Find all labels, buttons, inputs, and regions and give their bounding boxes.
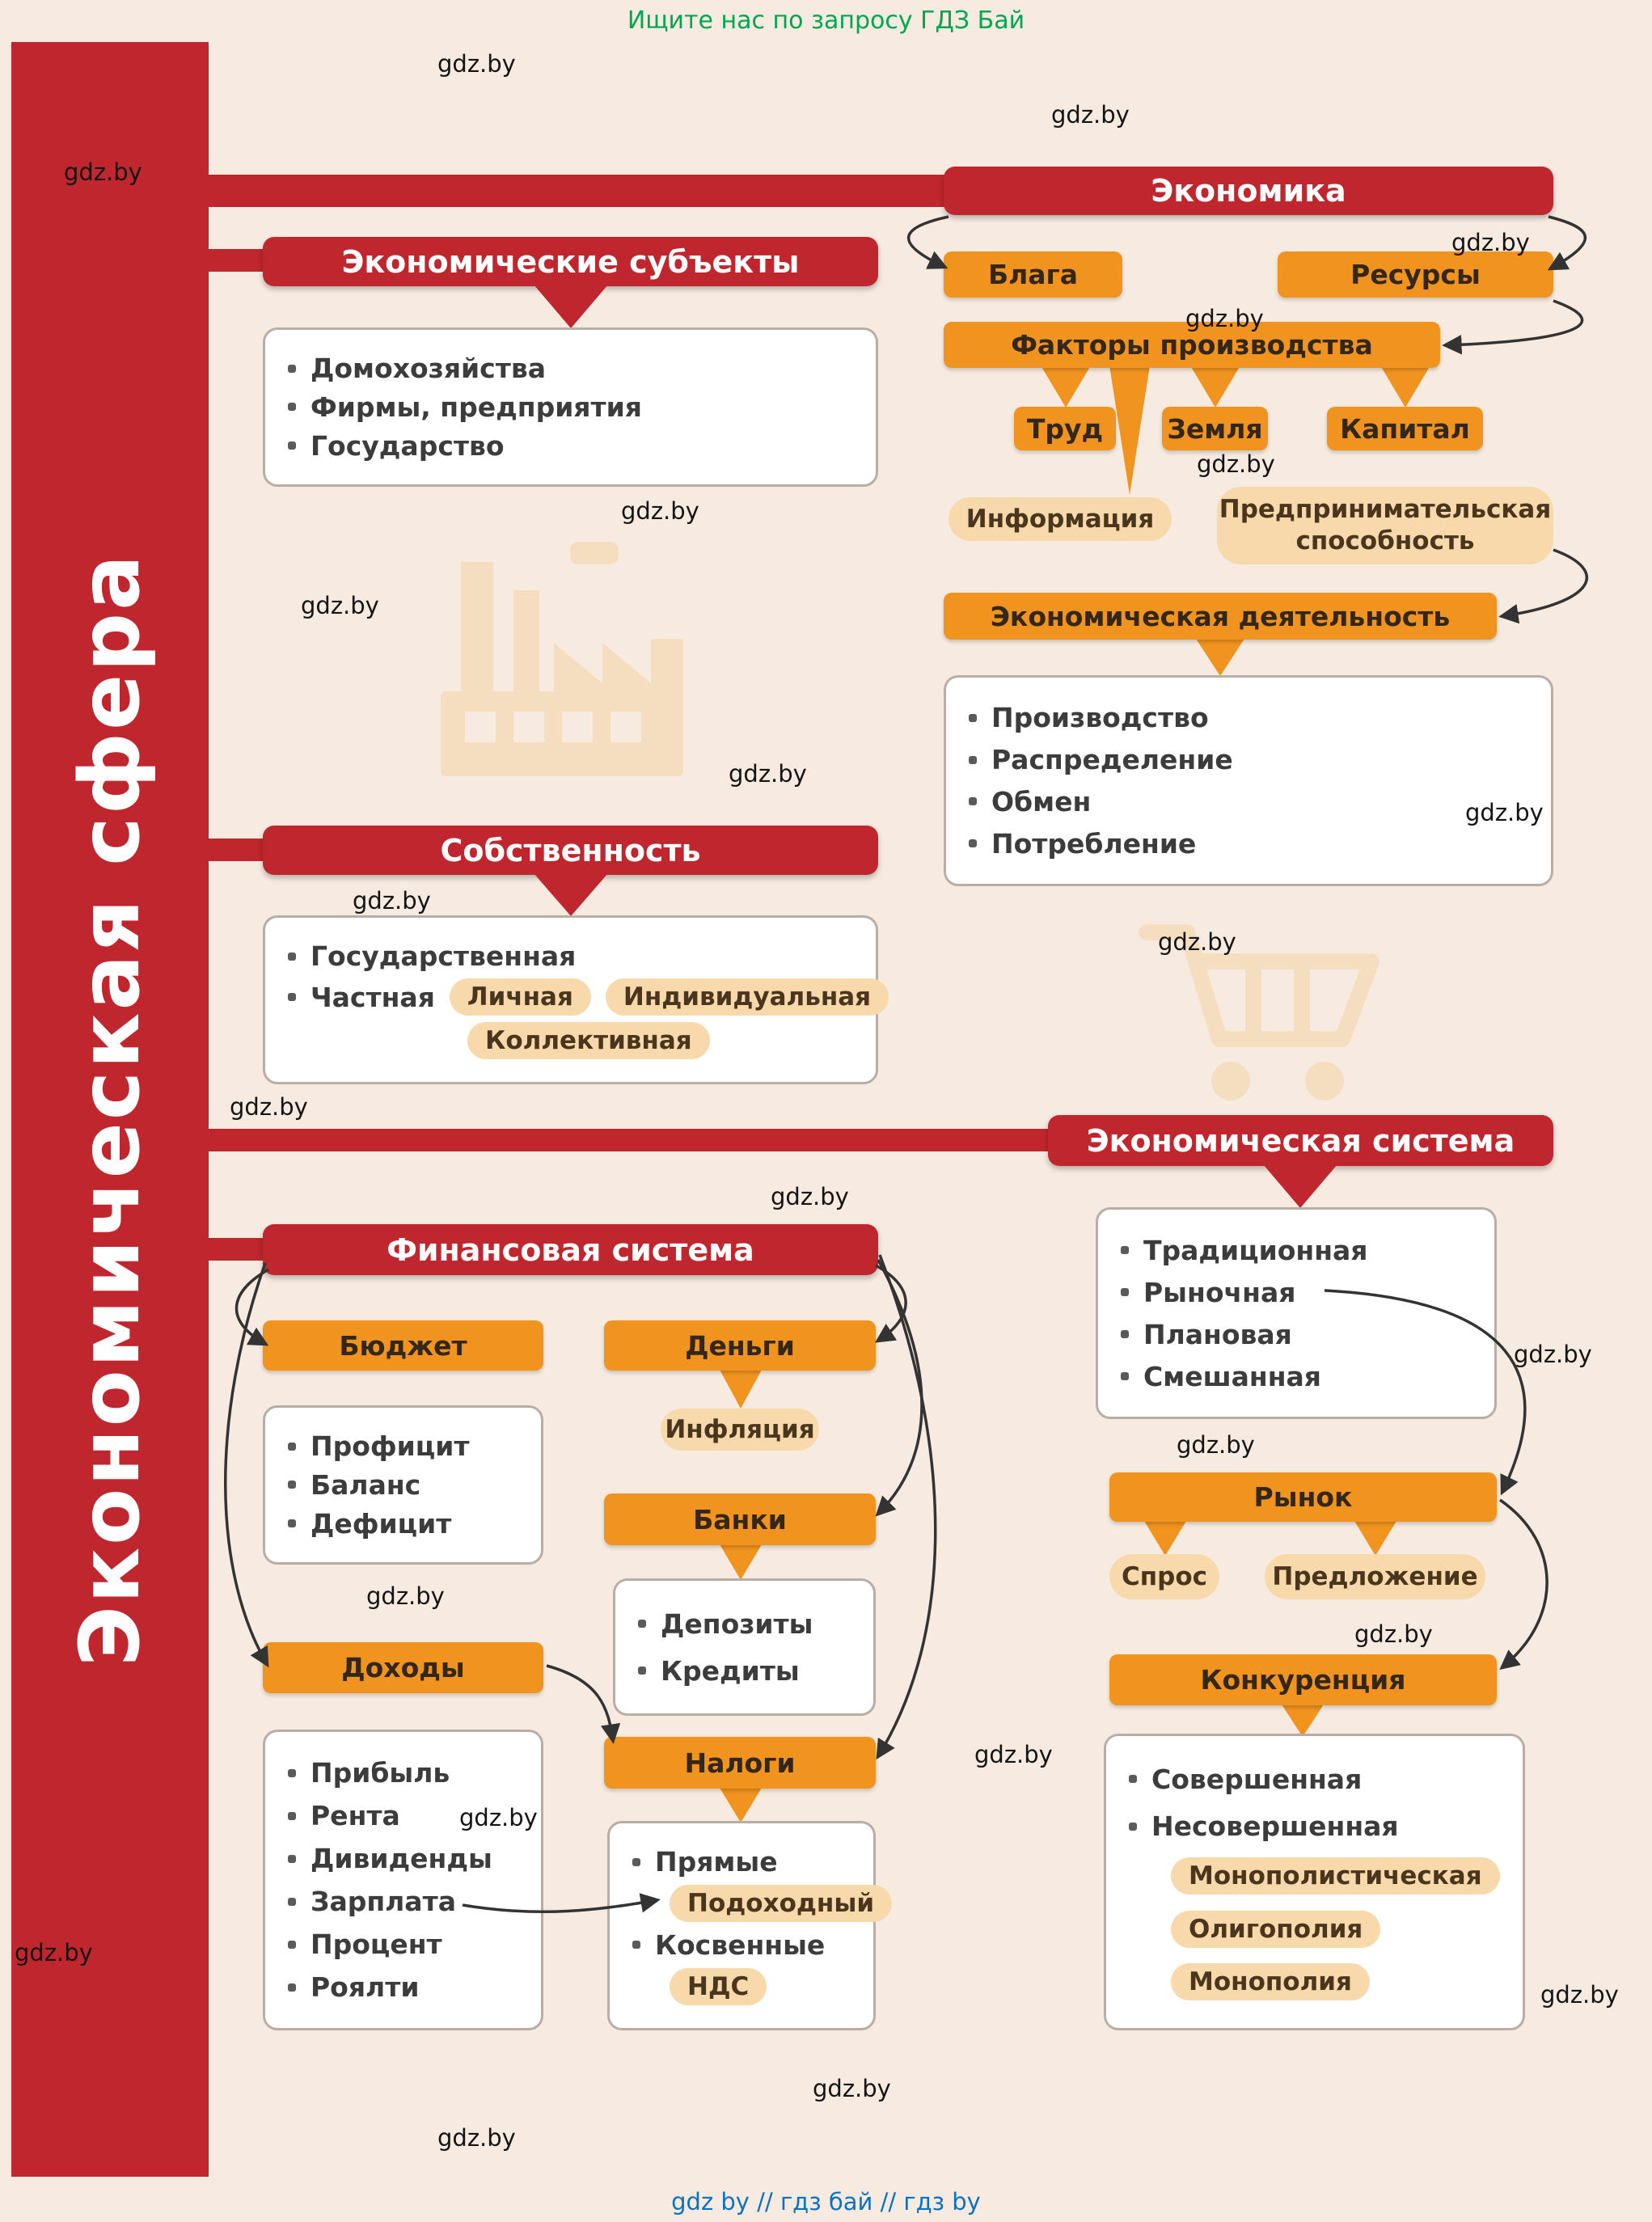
- watermark: gdz.by: [15, 1939, 93, 1966]
- bullet-icon: [1129, 1775, 1137, 1783]
- node-economy: Экономика: [944, 167, 1553, 215]
- bullet-icon: [1121, 1246, 1129, 1254]
- budget-list: [263, 1405, 543, 1565]
- list-item-label: Рыночная: [1143, 1276, 1296, 1308]
- bullet-icon: [638, 1666, 646, 1675]
- watermark: gdz.by: [1197, 450, 1275, 478]
- list-item-label: Прибыль: [311, 1757, 450, 1789]
- list-item: [288, 353, 853, 384]
- sidebar-title: Экономическая сфера: [61, 552, 158, 1666]
- node-market: Рынок: [1109, 1472, 1497, 1522]
- watermark: gdz.by: [1540, 1981, 1619, 2009]
- wedge-demand: [1144, 1521, 1186, 1556]
- pill-entrepreneurship: Предпринимательская способность: [1217, 487, 1553, 564]
- bullet-icon: [288, 1941, 296, 1949]
- list-item: [288, 1757, 518, 1789]
- subjects-list: [263, 327, 878, 487]
- connector-subjects: [202, 249, 271, 272]
- list-item: [1129, 1764, 1500, 1795]
- bullet-icon: [288, 1812, 296, 1820]
- wedge-capital: [1380, 365, 1430, 408]
- system-list: [1096, 1207, 1497, 1419]
- list-item: [638, 1655, 851, 1687]
- watermark: gdz.by: [301, 592, 379, 619]
- node-resources: Ресурсы: [1278, 251, 1553, 298]
- top-banner: Ищите нас по запросу ГДЗ Бай: [627, 6, 1025, 35]
- node-money: Деньги: [604, 1320, 876, 1371]
- list-item: [632, 1929, 851, 1961]
- list-item: [288, 940, 853, 972]
- watermark: gdz.by: [1185, 305, 1264, 332]
- taxes-list: [607, 1821, 876, 2030]
- watermark: gdz.by: [771, 1183, 849, 1210]
- watermark: gdz.by: [1051, 101, 1130, 129]
- watermark: gdz.by: [1451, 229, 1530, 256]
- node-capital: Капитал: [1327, 407, 1483, 450]
- node-competition: Конкуренция: [1109, 1654, 1497, 1705]
- list-item: [969, 786, 1528, 817]
- watermark: gdz.by: [437, 2124, 516, 2152]
- list-item: [288, 391, 853, 423]
- bullet-icon: [288, 1983, 296, 1992]
- list-item: [969, 744, 1528, 775]
- list-item: [969, 828, 1528, 860]
- connector-property: [202, 839, 271, 861]
- list-item: [1129, 1810, 1500, 1842]
- list-item-label: Государство: [311, 429, 505, 462]
- node-economic-subjects: Экономические субъекты: [263, 237, 878, 286]
- bullet-icon: [969, 756, 977, 764]
- list-item: [288, 1469, 518, 1501]
- list-item: [1129, 1911, 1500, 1948]
- pill-inflation: Инфляция: [661, 1409, 819, 1451]
- node-land: Земля: [1162, 407, 1268, 450]
- node-goods: Блага: [944, 251, 1122, 298]
- bullet-icon: [1121, 1330, 1129, 1338]
- wedge-land: [1190, 365, 1240, 408]
- list-item: [288, 1508, 518, 1540]
- property-list: [263, 915, 878, 1084]
- node-taxes: Налоги: [604, 1737, 876, 1789]
- pill-vat: НДС: [670, 1968, 767, 2005]
- node-financial-system: Финансовая система: [263, 1224, 878, 1275]
- pill-personal: Личная: [450, 978, 591, 1016]
- watermark: gdz.by: [459, 1804, 538, 1831]
- list-item: [1121, 1319, 1472, 1350]
- list-item-label: Кредиты: [661, 1654, 800, 1687]
- bullet-icon: [288, 1769, 296, 1777]
- bullet-icon: [638, 1620, 646, 1628]
- list-item-label: Дивиденды: [311, 1843, 492, 1874]
- node-economic-system: Экономическая система: [1048, 1115, 1553, 1166]
- bullet-icon: [288, 993, 296, 1001]
- bullet-icon: [1121, 1288, 1129, 1296]
- pill-information: Информация: [949, 497, 1172, 541]
- watermark: gdz.by: [437, 50, 516, 78]
- list-item-label: Профицит: [311, 1430, 470, 1463]
- node-economic-activity: Экономическая деятельность: [944, 593, 1497, 640]
- list-item-label: Производство: [991, 702, 1209, 734]
- wedge-subjects: [534, 285, 608, 328]
- wedge-competition: [1282, 1705, 1324, 1737]
- list-item-label: Депозиты: [661, 1607, 813, 1640]
- list-item-label: Традиционная: [1143, 1234, 1368, 1266]
- watermark: gdz.by: [64, 158, 142, 186]
- bullet-icon: [288, 403, 296, 411]
- competition-list: [1104, 1734, 1525, 2030]
- activity-list: [944, 675, 1553, 886]
- list-item: [288, 978, 872, 1016]
- watermark: gdz.by: [729, 760, 807, 788]
- pill-income-tax: Подоходный: [670, 1885, 892, 1922]
- bottom-banner: gdz by // гдз бай // гдз by: [671, 2188, 981, 2216]
- node-budget: Бюджет: [263, 1320, 543, 1371]
- list-item-label: Домохозяйства: [311, 353, 546, 385]
- list-item-label: Распределение: [991, 744, 1233, 776]
- wedge-inflation: [720, 1370, 762, 1409]
- banks-list: [613, 1578, 876, 1716]
- node-banks: Банки: [604, 1493, 876, 1545]
- wedge-system: [1263, 1164, 1337, 1208]
- bullet-icon: [632, 1858, 640, 1866]
- list-item-label: Потребление: [991, 827, 1197, 860]
- bullet-icon: [632, 1941, 640, 1949]
- pill-collective: Коллективная: [467, 1022, 710, 1059]
- watermark: gdz.by: [1465, 799, 1544, 826]
- connector-economy: [202, 175, 950, 207]
- bullet-icon: [288, 1898, 296, 1906]
- wedge-taxes: [720, 1788, 762, 1823]
- list-item-label: Плановая: [1143, 1318, 1292, 1350]
- list-item-label: Частная: [311, 981, 435, 1013]
- wedge-banks: [720, 1544, 762, 1580]
- list-item: [288, 1430, 518, 1462]
- bullet-icon: [288, 365, 296, 373]
- node-production-factors: Факторы производства: [944, 322, 1440, 368]
- watermark: gdz.by: [366, 1582, 445, 1610]
- watermark: gdz.by: [1354, 1620, 1433, 1648]
- bullet-icon: [288, 1855, 296, 1863]
- list-item: [288, 1886, 518, 1917]
- watermark: gdz.by: [621, 497, 699, 525]
- node-income: Доходы: [263, 1642, 543, 1693]
- list-item: [288, 1971, 518, 2003]
- watermark: gdz.by: [1514, 1341, 1592, 1368]
- list-item-label: Государственная: [311, 940, 577, 972]
- factory-icon: [420, 534, 708, 796]
- list-item-label: Совершенная: [1151, 1763, 1363, 1795]
- connector-system: [202, 1129, 1055, 1151]
- bullet-icon: [288, 953, 296, 961]
- list-item: [1121, 1361, 1472, 1392]
- wedge-labor: [1041, 365, 1091, 408]
- list-item-label: Процент: [311, 1928, 442, 1960]
- connector-finance: [202, 1238, 271, 1261]
- pill-individual: Индивидуальная: [606, 978, 889, 1016]
- watermark: gdz.by: [813, 2075, 891, 2102]
- watermark: gdz.by: [230, 1093, 308, 1121]
- list-item-label: Роялти: [311, 1971, 420, 2003]
- list-item-label: Косвенные: [655, 1928, 826, 1961]
- income-list: [263, 1730, 543, 2030]
- list-item-label: Фирмы, предприятия: [311, 391, 642, 423]
- bullet-icon: [288, 1519, 296, 1527]
- list-item: [632, 1968, 851, 2005]
- list-item: [1129, 1857, 1500, 1895]
- list-item-label: Баланс: [311, 1468, 421, 1501]
- list-item-label: Дефицит: [311, 1507, 452, 1540]
- node-labor: Труд: [1014, 407, 1116, 450]
- bullet-icon: [969, 839, 977, 847]
- list-item: [632, 1885, 875, 1922]
- list-item: [1121, 1277, 1472, 1308]
- list-item: [1129, 1963, 1500, 2000]
- wedge-supply: [1354, 1521, 1396, 1556]
- bullet-icon: [288, 441, 296, 450]
- pill-demand: Спрос: [1109, 1554, 1219, 1599]
- bullet-icon: [969, 797, 977, 805]
- sidebar: [11, 42, 209, 2177]
- wedge-activity: [1196, 639, 1244, 676]
- list-item: [969, 702, 1528, 733]
- bullet-icon: [288, 1443, 296, 1451]
- bullet-icon: [1129, 1823, 1137, 1831]
- list-item-label: Смешанная: [1143, 1360, 1321, 1392]
- pill-monopoly: Монополия: [1171, 1963, 1370, 2000]
- pill-monopolistic: Монополистическая: [1171, 1857, 1500, 1895]
- list-item: [288, 1928, 518, 1960]
- list-item-label: Прямые: [655, 1846, 778, 1878]
- watermark: gdz.by: [1158, 928, 1236, 956]
- list-item: [1121, 1235, 1472, 1266]
- pill-oligopoly: Олигополия: [1171, 1911, 1380, 1948]
- list-item-label: Обмен: [991, 785, 1092, 817]
- list-item-label: Несовершенная: [1151, 1810, 1399, 1843]
- watermark: gdz.by: [974, 1741, 1053, 1768]
- wedge-property: [534, 873, 608, 916]
- bullet-icon: [288, 1481, 296, 1489]
- list-item: [288, 1843, 518, 1874]
- bullet-icon: [1121, 1372, 1129, 1380]
- list-item: [288, 430, 853, 462]
- node-property: Собственность: [263, 826, 878, 875]
- list-item-label: Рента: [311, 1800, 400, 1831]
- bullet-icon: [969, 714, 977, 722]
- list-item-label: Зарплата: [311, 1886, 456, 1917]
- list-item: [638, 1608, 851, 1640]
- watermark: gdz.by: [353, 887, 431, 915]
- watermark: gdz.by: [1177, 1431, 1255, 1459]
- list-item: [632, 1846, 851, 1878]
- pill-supply: Предложение: [1265, 1554, 1485, 1599]
- list-item: [288, 1022, 853, 1059]
